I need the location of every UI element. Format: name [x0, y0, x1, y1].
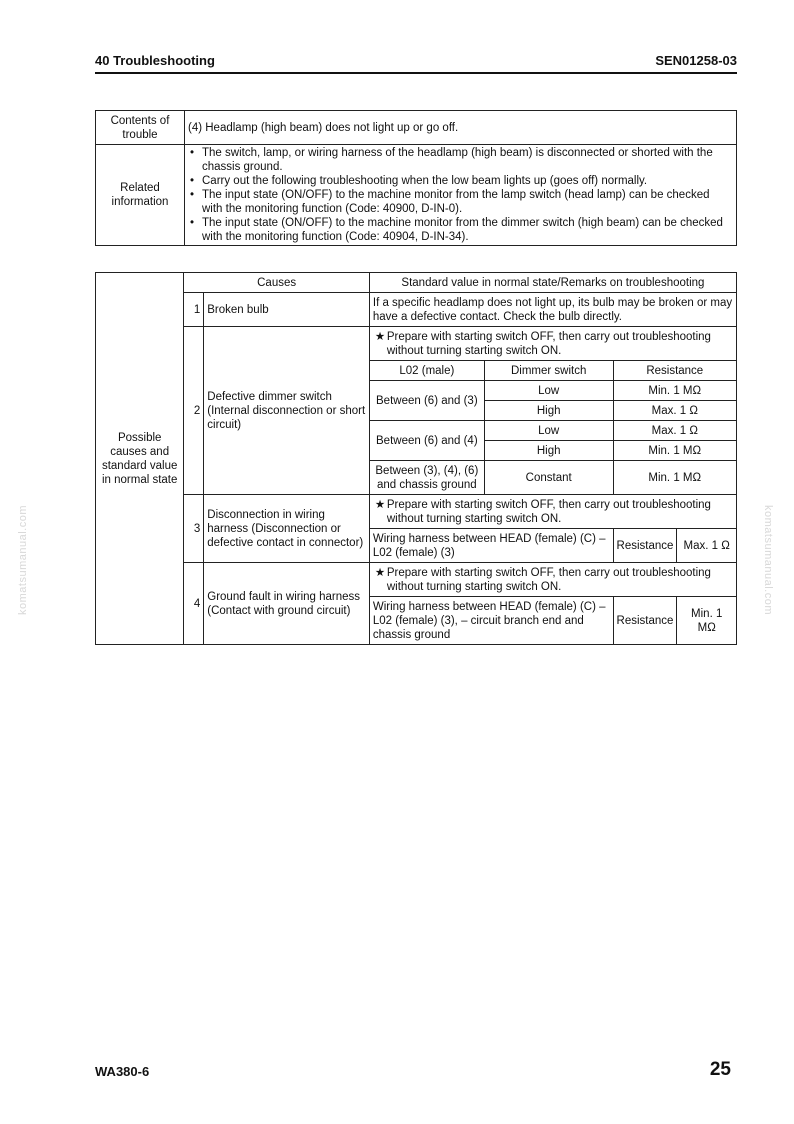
dimmer-switch-header: Dimmer switch	[484, 361, 613, 381]
related-item: • The input state (ON/OFF) to the machine monitor from the dimmer switch (high beam) can be checked with the monitoring function (Code: 40904, D-IN-34).	[188, 216, 733, 244]
switch-state: Low	[484, 381, 613, 401]
contents-value: (4) Headlamp (high beam) does not light up or go off.	[185, 111, 737, 145]
cause-name: Defective dimmer switch (Internal disconnection or short circuit)	[204, 327, 370, 495]
star-icon: ★	[374, 330, 386, 343]
page-header	[95, 52, 737, 74]
pin-pair: Between (6) and (4)	[369, 421, 484, 461]
switch-state: High	[484, 441, 613, 461]
prepare-note-text: Prepare with starting switch OFF, then carry out troubleshooting without turning starting switch ON.	[386, 566, 711, 593]
possible-causes-label: Possible causes and standard value in normal state	[96, 273, 184, 645]
trouble-info-table	[95, 110, 737, 246]
cause-number: 2	[184, 327, 204, 495]
related-label: Related information	[96, 145, 185, 246]
resistance-value: Max. 1 Ω	[677, 529, 737, 563]
switch-state: Constant	[484, 461, 613, 495]
resistance-header: Resistance	[613, 361, 736, 381]
harness-check: Wiring harness between HEAD (female) (C) – L02 (female) (3)	[369, 529, 613, 563]
cause-number: 4	[184, 563, 204, 645]
causes-table	[95, 272, 737, 645]
prepare-note	[369, 563, 736, 597]
related-item: • The switch, lamp, or wiring harness of the headlamp (high beam) is disconnected or shorted with the chassis ground.	[188, 146, 733, 174]
resistance-value: Min. 1 MΩ	[613, 461, 736, 495]
pin-pair: Between (3), (4), (6) and chassis ground	[369, 461, 484, 495]
standard-value-header: Standard value in normal state/Remarks on troubleshooting	[369, 273, 736, 293]
switch-state: High	[484, 401, 613, 421]
resistance-value: Max. 1 Ω	[613, 421, 736, 441]
contents-label: Contents of trouble	[96, 111, 185, 145]
star-icon: ★	[374, 566, 386, 579]
related-info-list	[188, 146, 733, 244]
pin-pair: Between (6) and (3)	[369, 381, 484, 421]
watermark-right: komatsumanual.com	[762, 505, 774, 615]
document-code: SEN01258-03	[655, 53, 737, 68]
model-code: WA380-6	[95, 1064, 150, 1079]
page-number: 25	[709, 1059, 731, 1080]
l02-header: L02 (male)	[369, 361, 484, 381]
section-title: 40 Troubleshooting	[95, 53, 215, 68]
watermark-left: komatsumanual.com	[17, 505, 29, 615]
cause-number: 1	[184, 293, 204, 327]
cause-remark: If a specific headlamp does not light up, its bulb may be broken or may have a defective contact. Check the bulb directly.	[369, 293, 736, 327]
resistance-label: Resistance	[613, 529, 677, 563]
resistance-value: Min. 1 MΩ	[677, 597, 737, 645]
related-item: • The input state (ON/OFF) to the machine monitor from the lamp switch (head lamp) can be checked with the monitoring function (Code: 40900, D-IN-0).	[188, 188, 733, 216]
harness-check: Wiring harness between HEAD (female) (C) – L02 (female) (3), – circuit branch end and chassis ground	[369, 597, 613, 645]
resistance-value: Min. 1 MΩ	[613, 441, 736, 461]
prepare-note	[369, 327, 736, 361]
cause-name: Ground fault in wiring harness (Contact with ground circuit)	[204, 563, 370, 645]
related-item: • Carry out the following troubleshooting when the low beam lights up (goes off) normally.	[188, 174, 733, 188]
switch-state: Low	[484, 421, 613, 441]
causes-header: Causes	[184, 273, 370, 293]
prepare-note-text: Prepare with starting switch OFF, then carry out troubleshooting without turning starting switch ON.	[386, 498, 711, 525]
resistance-value: Max. 1 Ω	[613, 401, 736, 421]
cause-number: 3	[184, 495, 204, 563]
related-info-cell	[185, 145, 737, 246]
prepare-note	[369, 495, 736, 529]
prepare-note-text: Prepare with starting switch OFF, then carry out troubleshooting without turning starting switch ON.	[386, 330, 711, 357]
resistance-label: Resistance	[613, 597, 677, 645]
cause-name: Disconnection in wiring harness (Disconnection or defective contact in connector)	[204, 495, 370, 563]
cause-name: Broken bulb	[204, 293, 370, 327]
resistance-value: Min. 1 MΩ	[613, 381, 736, 401]
star-icon: ★	[374, 498, 386, 511]
